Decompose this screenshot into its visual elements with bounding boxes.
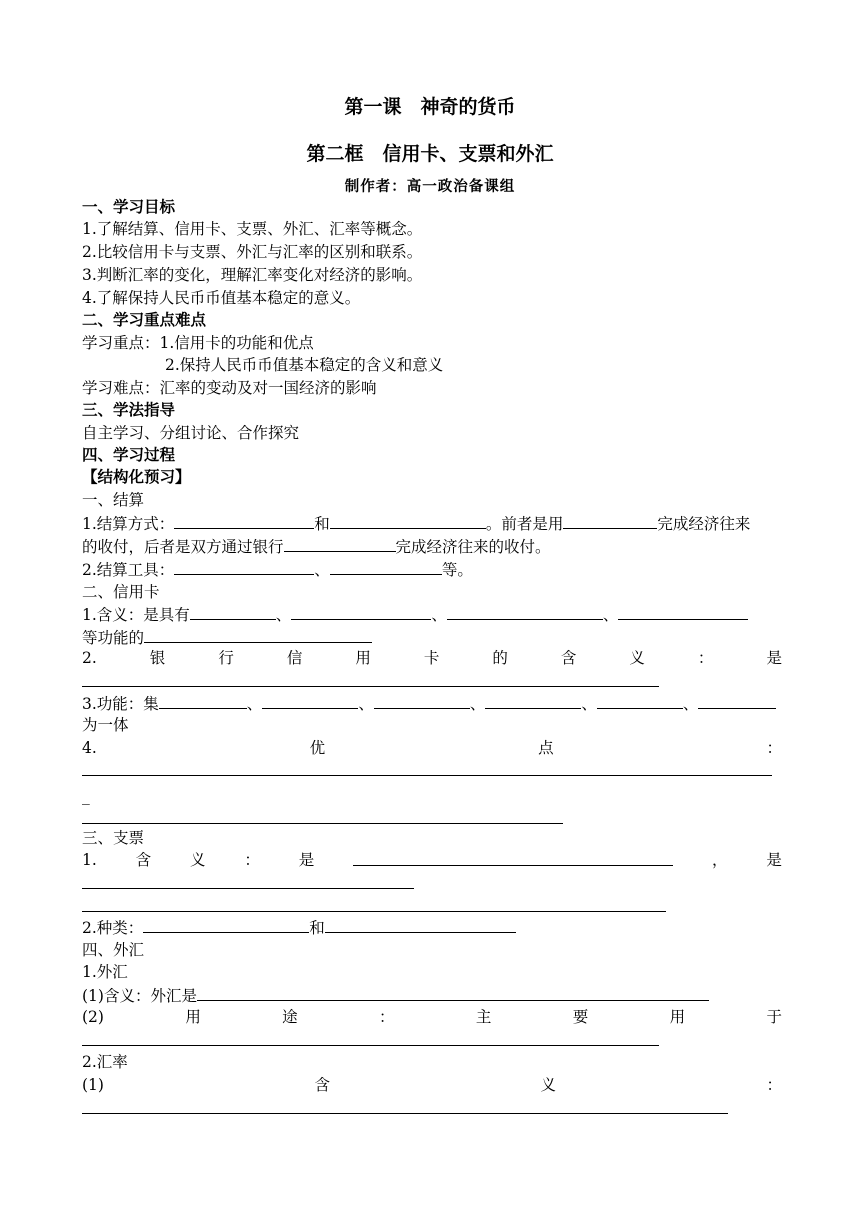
char: 含: [314, 1076, 330, 1094]
fill-blank[interactable]: [330, 513, 486, 529]
char: 4.: [82, 739, 97, 757]
label: 、: [431, 606, 447, 624]
fill-blank[interactable]: [190, 604, 276, 620]
char: ：: [379, 1008, 395, 1026]
label: 的收付，后者是双方通过银行: [82, 538, 284, 556]
credit-card-function-line-2: 为一体: [82, 716, 129, 734]
answer-line[interactable]: [82, 888, 414, 889]
focus-line: 2.保持人民币币值基本稳定的含义和意义: [165, 356, 444, 374]
char: ：: [697, 649, 714, 667]
forex-subheading: 1.外汇: [82, 963, 128, 981]
label: 完成经济往来: [657, 515, 751, 533]
continuation-mark: _: [82, 787, 90, 805]
label: 等功能的: [82, 629, 145, 647]
fill-blank[interactable]: [618, 604, 748, 620]
char: 优: [309, 739, 326, 757]
char: ，: [712, 851, 728, 869]
page-title: 第一课 神奇的货币: [344, 96, 516, 118]
label: 、: [682, 695, 699, 713]
char: 义: [629, 649, 645, 667]
char: 的: [492, 649, 508, 667]
section-heading-method: 三、学法指导: [82, 401, 176, 419]
fill-blank[interactable]: [284, 536, 396, 552]
author-line: 制作者：高一政治备课组: [344, 178, 516, 195]
label: 、: [314, 561, 330, 579]
char: 行: [218, 649, 234, 667]
page-subtitle: 第二框 信用卡、支票和外汇: [306, 143, 554, 165]
exchange-rate-meaning-line: [82, 1075, 782, 1095]
label: 、: [581, 695, 597, 713]
fill-blank[interactable]: [291, 604, 431, 620]
char: 要: [572, 1008, 589, 1026]
char: 2.: [82, 649, 97, 667]
part-heading-settlement: 一、结算: [82, 491, 145, 509]
label: 、: [469, 695, 486, 713]
section-heading-goals: 一、学习目标: [82, 198, 176, 216]
char: ：: [766, 739, 782, 757]
char: 含: [560, 649, 577, 667]
char: ：: [244, 851, 260, 869]
focus-line: 学习重点：1.信用卡的功能和优点: [82, 334, 314, 352]
label: 等。: [441, 561, 473, 579]
fill-blank[interactable]: [353, 850, 673, 866]
char: 是: [298, 851, 315, 869]
check-definition-line: [82, 850, 782, 870]
char: 含: [135, 851, 152, 869]
section-heading-focus: 二、学习重点难点: [82, 311, 207, 329]
label: 、: [358, 695, 374, 713]
answer-line[interactable]: [82, 775, 772, 776]
answer-line[interactable]: [82, 1113, 728, 1114]
section-heading-process: 四、学习过程: [82, 446, 176, 464]
answer-line[interactable]: [82, 911, 666, 912]
goal-item: 4.了解保持人民币币值基本稳定的意义。: [82, 289, 361, 307]
bank-card-definition-line: [82, 648, 782, 668]
credit-card-meaning-line: [82, 604, 748, 625]
char: (1): [82, 1076, 104, 1094]
fill-blank[interactable]: [485, 693, 581, 709]
char: 卡: [423, 649, 440, 667]
fill-blank[interactable]: [143, 917, 309, 933]
answer-line[interactable]: [82, 1045, 659, 1046]
part-heading-forex: 四、外汇: [82, 941, 145, 959]
settlement-method-line: [82, 513, 750, 534]
settlement-method-line-2: [82, 536, 551, 557]
label: 、: [602, 606, 619, 624]
fill-blank[interactable]: [374, 693, 470, 709]
method-text: 自主学习、分组讨论、合作探究: [82, 424, 300, 442]
label: 1.结算方式：: [82, 515, 175, 533]
label: 、: [275, 606, 292, 624]
fill-blank[interactable]: [325, 917, 516, 933]
char: 银: [149, 649, 166, 667]
forex-meaning-line: [82, 985, 709, 1006]
forex-use-line: [82, 1007, 782, 1027]
label: 3.功能：集: [82, 695, 159, 713]
fill-blank[interactable]: [197, 985, 709, 1001]
char: 义: [540, 1076, 556, 1094]
check-types-line: [82, 917, 516, 938]
exchange-rate-subheading: 2.汇率: [82, 1053, 128, 1071]
fill-blank[interactable]: [563, 513, 657, 529]
goal-item: 2.比较信用卡与支票、外汇与汇率的区别和联系。: [82, 243, 423, 261]
label: 和: [314, 515, 330, 533]
fill-blank[interactable]: [174, 559, 314, 575]
goal-item: 3.判断汇率的变化，理解汇率变化对经济的影响。: [82, 266, 423, 284]
label: 1.含义：是具有: [82, 606, 190, 624]
fill-blank[interactable]: [698, 693, 776, 709]
advantages-line: [82, 738, 782, 758]
char: 于: [766, 1008, 782, 1026]
credit-card-function-line: [82, 693, 776, 714]
fill-blank[interactable]: [447, 604, 603, 620]
label: (1)含义：外汇是: [82, 987, 197, 1005]
char: 义: [190, 851, 206, 869]
answer-line[interactable]: [82, 686, 659, 687]
fill-blank[interactable]: [174, 513, 314, 529]
char: 信: [286, 649, 303, 667]
char: 1.: [82, 851, 97, 869]
fill-blank[interactable]: [144, 627, 372, 643]
credit-card-meaning-line-2: [82, 627, 372, 648]
char: 点: [538, 739, 554, 757]
difficulty-line: 学习难点：汇率的变动及对一国经济的影响: [82, 379, 377, 397]
settlement-tools-line: [82, 559, 473, 580]
preview-heading: 【结构化预习】: [82, 468, 191, 486]
part-heading-credit-card: 二、信用卡: [82, 583, 160, 601]
char: 用: [185, 1008, 201, 1026]
part-heading-check: 三、支票: [82, 829, 145, 847]
char: 途: [282, 1008, 298, 1026]
label: 。前者是用: [485, 515, 564, 533]
fill-blank[interactable]: [597, 693, 683, 709]
label: 2.结算工具：: [82, 561, 175, 579]
label: 和: [309, 919, 325, 937]
char: 是: [766, 851, 782, 869]
label: 2.种类：: [82, 919, 144, 937]
char: (2): [82, 1008, 104, 1026]
answer-line[interactable]: [82, 823, 563, 824]
fill-blank[interactable]: [159, 693, 247, 709]
label: 完成经济往来的收付。: [395, 538, 551, 556]
fill-blank[interactable]: [262, 693, 358, 709]
char: ：: [766, 1076, 782, 1094]
char: 用: [669, 1008, 686, 1026]
goal-item: 1.了解结算、信用卡、支票、外汇、汇率等概念。: [82, 220, 423, 238]
char: 用: [355, 649, 371, 667]
fill-blank[interactable]: [330, 559, 442, 575]
char: 主: [475, 1008, 492, 1026]
char: 是: [766, 649, 782, 667]
label: 、: [246, 695, 263, 713]
